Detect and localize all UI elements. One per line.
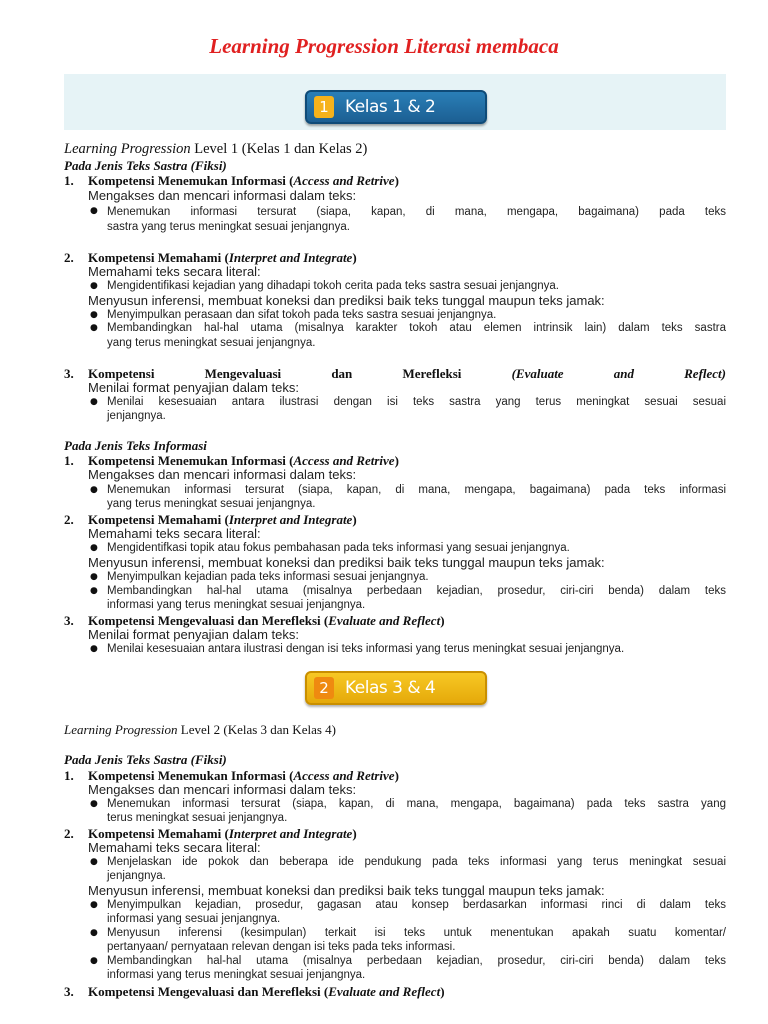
page-title: Learning Progression Literasi membaca <box>209 34 559 58</box>
bullet-icon: ● <box>90 799 98 809</box>
competency-title: Kompetensi Memahami (Interpret and Integrate) <box>88 250 357 265</box>
sub-heading: Menilai format penyajian dalam teks: <box>88 380 299 395</box>
sub-heading: Menyusun inferensi, membuat koneksi dan prediksi baik teks tunggal maupun teks jamak: <box>88 555 605 570</box>
bullet-text: Menilai kesesuaian antara ilustrasi dengan isi teks sastra yang terus meningkat sesuai sesuai <box>107 396 726 408</box>
list-number: 2. <box>64 250 74 265</box>
sub-heading: Memahami teks secara literal: <box>88 526 261 541</box>
list-number: 1. <box>64 173 74 188</box>
bullet-text: Menyimpulkan kejadian pada teks informasi sesuai jenjangnya. <box>107 571 429 583</box>
bullet-icon: ● <box>90 857 98 867</box>
badge-label: Kelas 1 & 2 <box>345 97 436 117</box>
bullet-icon: ● <box>90 572 98 582</box>
level-2-heading: Learning Progression Level 2 (Kelas 3 dan Kelas 4) <box>64 722 336 737</box>
bullet-icon: ● <box>90 543 98 553</box>
bullet-icon: ● <box>90 397 98 407</box>
list-number: 3. <box>64 366 74 381</box>
bullet-text: jenjangnya. <box>107 870 166 882</box>
bullet-icon: ● <box>90 900 98 910</box>
bullet-text: Menemukan informasi tersurat (siapa, kapan, di mana, mengapa, bagaimana) pada teks <box>107 206 726 218</box>
bullet-text: Menyusun inferensi (kesimpulan) terkait isi teks untuk menentukan apakah suatu komentar/ <box>107 927 726 939</box>
bullet-text: informasi yang terus meningkat sesuai jenjangnya. <box>107 599 366 611</box>
bullet-text: Membandingkan hal-hal utama (misalnya perbedaan kejadian, prosedur, ciri-ciri benda) dalam teks <box>107 955 726 967</box>
sub-heading: Mengakses dan mencari informasi dalam teks: <box>88 188 357 203</box>
bullet-text: informasi yang terus meningkat sesuai jenjangnya. <box>107 969 366 981</box>
badge-label: Kelas 3 & 4 <box>345 678 436 698</box>
informasi-label: Pada Jenis Teks Informasi <box>64 438 207 453</box>
bullet-icon: ● <box>90 586 98 596</box>
bullet-text: Menjelaskan ide pokok dan beberapa ide pendukung pada teks informasi yang terus meningkat sesuai <box>107 856 726 868</box>
level-1-heading: Learning Progression Level 1 (Kelas 1 dan Kelas 2) <box>64 141 368 157</box>
sub-heading: Mengakses dan mencari informasi dalam teks: <box>88 467 357 482</box>
competency-title: Kompetensi Mengevaluasi dan Merefleksi (Evaluate and Reflect) <box>88 613 445 628</box>
sub-heading: Menyusun inferensi, membuat koneksi dan prediksi baik teks tunggal maupun teks jamak: <box>88 883 605 898</box>
bullet-text: yang terus meningkat sesuai jenjangnya. <box>107 498 316 510</box>
sub-heading: Menyusun inferensi, membuat koneksi dan prediksi baik teks tunggal maupun teks jamak: <box>88 293 605 308</box>
bullet-text: Menyimpulkan kejadian, prosedur, gagasan atau konsep berdasarkan informasi rinci di dalam teks <box>107 899 726 911</box>
bullet-text: Menemukan informasi tersurat (siapa, kapan, di mana, mengapa, bagaimana) pada teks informasi <box>107 484 726 496</box>
fiksi-label: Pada Jenis Teks Sastra (Fiksi) <box>64 752 227 767</box>
competency-title: Kompetensi Menemukan Informasi (Access and Retrive) <box>88 768 399 783</box>
bullet-text: terus meningkat sesuai jenjangnya. <box>107 812 288 824</box>
list-number: 1. <box>64 453 74 468</box>
bullet-text: informasi yang sesuai jenjangnya. <box>107 913 281 925</box>
list-number: 2. <box>64 512 74 527</box>
sub-heading: Mengakses dan mencari informasi dalam teks: <box>88 782 357 797</box>
badge-number: 1 <box>314 96 334 118</box>
sub-heading: Memahami teks secara literal: <box>88 264 261 279</box>
bullet-text: sastra yang terus meningkat sesuai jenjangnya. <box>107 221 350 233</box>
kelas-1-2-badge <box>305 90 487 124</box>
fiksi-label: Pada Jenis Teks Sastra (Fiksi) <box>64 158 227 173</box>
list-number: 2. <box>64 826 74 841</box>
bullet-icon: ● <box>90 928 98 938</box>
list-number: 1. <box>64 768 74 783</box>
bullet-text: Membandingkan hal-hal utama (misalnya perbedaan kejadian, prosedur, ciri-ciri benda) dalam teks <box>107 585 726 597</box>
competency-title: Kompetensi Menemukan Informasi (Access and Retrive) <box>88 173 399 188</box>
bullet-icon: ● <box>90 310 98 320</box>
list-number: 3. <box>64 984 74 999</box>
competency-title: Kompetensi Mengevaluasi dan Merefleksi (Evaluate and Reflect) <box>88 366 726 381</box>
bullet-text: Menemukan informasi tersurat (siapa, kapan, di mana, mengapa, bagaimana) pada teks sastra yang <box>107 798 726 810</box>
bullet-icon: ● <box>90 323 98 333</box>
bullet-text: Menyimpulkan perasaan dan sifat tokoh pada teks sastra sesuai jenjangnya. <box>107 309 497 321</box>
competency-title: Kompetensi Memahami (Interpret and Integrate) <box>88 512 357 527</box>
list-number: 3. <box>64 613 74 628</box>
bullet-icon: ● <box>90 281 98 291</box>
kelas-3-4-badge <box>305 671 487 705</box>
competency-title: Kompetensi Menemukan Informasi (Access and Retrive) <box>88 453 399 468</box>
bullet-text: Menilai kesesuaian antara ilustrasi dengan isi teks informasi yang terus meningkat sesuai jenjangnya. <box>107 643 625 655</box>
sub-heading: Memahami teks secara literal: <box>88 840 261 855</box>
bullet-text: jenjangnya. <box>107 410 166 422</box>
sub-heading: Menilai format penyajian dalam teks: <box>88 627 299 642</box>
bullet-icon: ● <box>90 206 98 216</box>
bullet-icon: ● <box>90 485 98 495</box>
bullet-icon: ● <box>90 644 98 654</box>
bullet-text: pertanyaan/ pernyataan relevan dengan isi teks pada teks informasi. <box>107 941 456 953</box>
competency-title: Kompetensi Memahami (Interpret and Integrate) <box>88 826 357 841</box>
bullet-text: yang terus meningkat sesuai jenjangnya. <box>107 337 316 349</box>
badge-number: 2 <box>314 677 334 699</box>
bullet-text: Mengidentifikasi kejadian yang dihadapi tokoh cerita pada teks sastra sesuai jenjangnya. <box>107 280 559 292</box>
bullet-text: Mengidentifkasi topik atau fokus pembahasan pada teks informasi yang sesuai jenjangnya. <box>107 542 570 554</box>
bullet-icon: ● <box>90 956 98 966</box>
competency-title: Kompetensi Mengevaluasi dan Merefleksi (Evaluate and Reflect) <box>88 984 445 999</box>
bullet-text: Membandingkan hal-hal utama (misalnya karakter tokoh atau elemen intrinsik lain) dalam teks sastra <box>107 322 726 334</box>
